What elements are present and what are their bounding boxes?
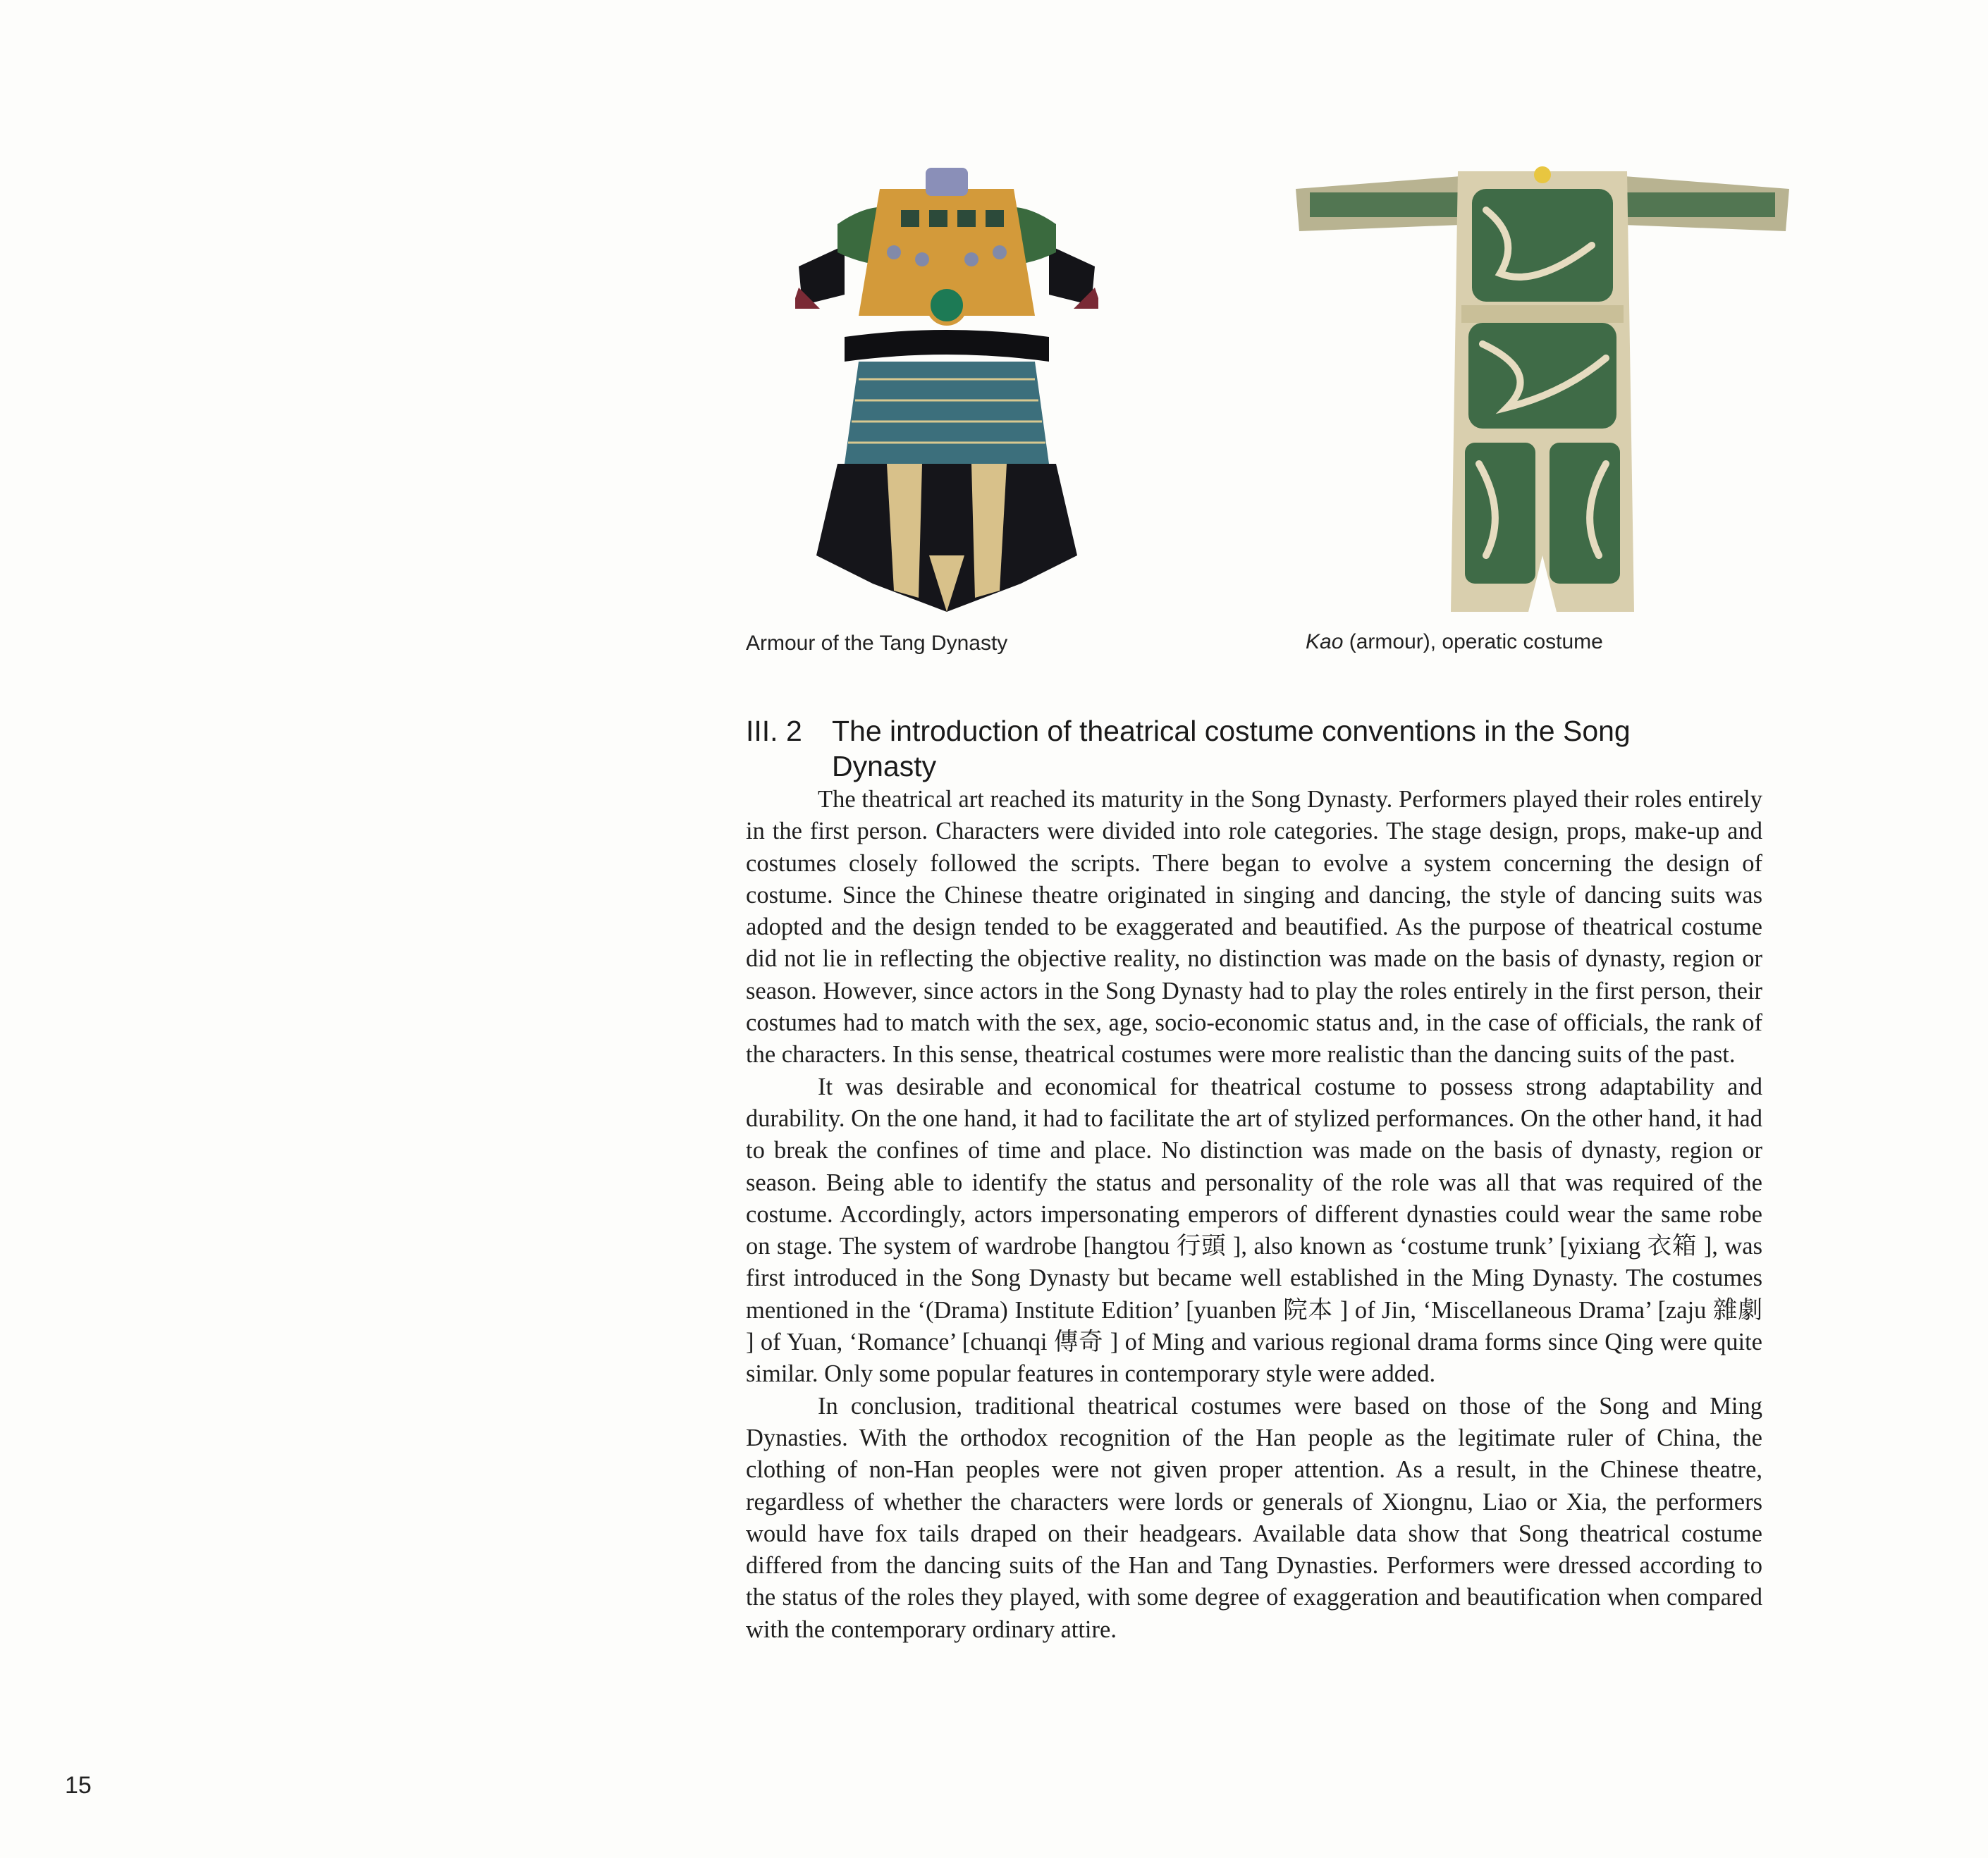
section-title-line1: The introduction of theatrical costume conventions in the Song	[832, 715, 1631, 747]
body-text	[746, 784, 1762, 1646]
paragraph: The theatrical art reached its maturity in the Song Dynasty. Performers played their roles entirely in the first person. Characters were divided into role categories. The stage design, props, make-up and costumes closely followed the scripts. There began to evolve a system concerning the design of costume. Since the Chinese theatre originated in singing and dancing, the style of dancing suits was adopted and the design tended to be exaggerated and beautified. As the purpose of theatrical costume did not lie in reflecting the objective reality, no distinction was made on the basis of dynasty, region or season. However, since actors in the Song Dynasty had to play the roles entirely in the first person, their costumes had to match with the sex, age, socio-economic status and, in the case of officials, the rank of the characters. In this sense, theatrical costumes were more realistic than the dancing suits of the past.	[746, 786, 1762, 1069]
figure-caption: Armour of the Tang Dynasty	[746, 632, 1008, 655]
kao-costume-image	[1296, 161, 1789, 619]
section-number: III. 2	[746, 715, 802, 747]
caption-text: (armour), operatic costume	[1343, 630, 1603, 653]
tang-armour-image	[795, 161, 1098, 612]
page-number: 15	[65, 1772, 92, 1799]
paragraph: In conclusion, traditional theatrical costumes were based on those of the Song and Ming Dynasties. With the orthodox recognition of the Han people as the legitimate ruler of China, the clothing of non-Han peoples were not given proper attention. As a result, in the Chinese theatre, regardless of whether the characters were lords or generals of Xiongnu, Liao or Xia, the performers would have fox tails draped on their headgears. Available data show that Song theatrical costume differed from the dancing suits of the Han and Tang Dynasties. Performers were dressed according to the status of the roles they played, with some degree of exaggeration and beautification when compared with the contemporary ordinary attire.	[746, 1392, 1762, 1643]
figure-caption	[1306, 630, 1603, 654]
section-heading	[746, 713, 1761, 784]
section-title-line2: Dynasty	[832, 750, 937, 782]
caption-italic-term: Kao	[1306, 630, 1344, 653]
paragraph: It was desirable and economical for theatrical costume to possess strong adaptability and durability. On the one hand, it had to facilitate the art of stylized performances. On the other hand, it had to break the confines of time and place. No distinction was made on the basis of dynasty, region or season. Being able to identify the status and personality of the role was all that was required of the costume. Accordingly, actors impersonating emperors of different dynasties could wear the same robe on stage. The system of wardrobe [hangtou 行頭 ], also known as ‘costume trunk’ [yixiang 衣箱 ], was first introduced in the Song Dynasty but became well established in the Ming Dynasty. The costumes mentioned in the ‘(Drama) Institute Edition’ [yuanben 院本 ] of Jin, ‘Miscellaneous Drama’ [zaju 雜劇 ] of Yuan, ‘Romance’ [chuanqi 傳奇 ] of Ming and various regional drama forms since Qing were quite similar. Only some popular features in contemporary style were added.	[746, 1073, 1762, 1388]
